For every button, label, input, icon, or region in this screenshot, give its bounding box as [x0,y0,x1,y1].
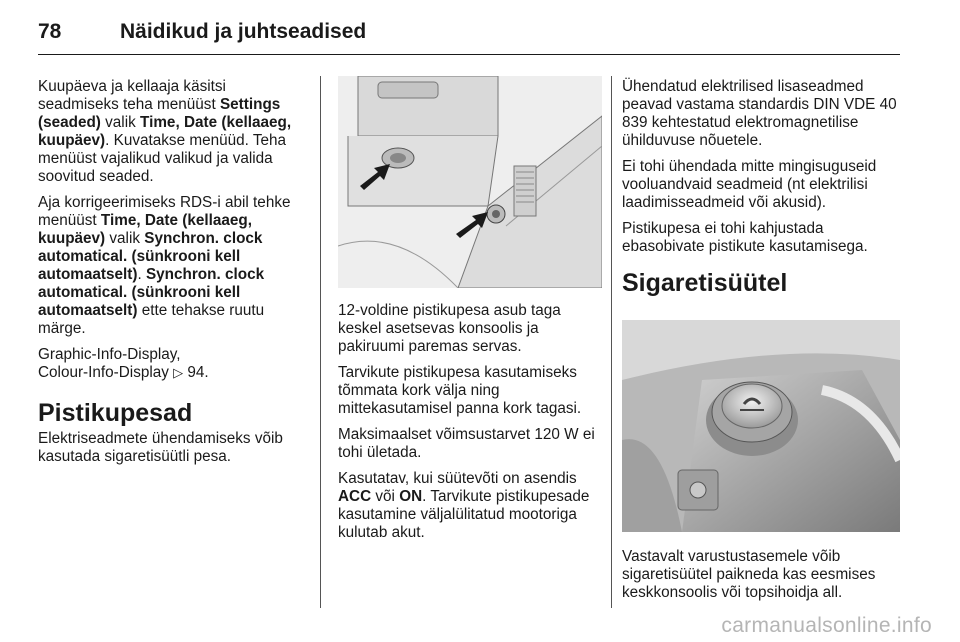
text: . Tarvikute pistikupesade kasutamine väljalülitatud mootoriga kulutab akut. [338,488,590,541]
text: . Kuvatakse menüüd. Teha menüüst vajalikud valikud ja valida soovitud seaded. [38,132,287,185]
figure-cigarette-lighter [622,320,900,532]
ignition-term: ACC [338,488,372,505]
paragraph-no-damage: Pistikupesa ei tohi kahjustada ebasobivate pistikute kasutamisega. [622,220,868,255]
paragraph-lighter-location [622,548,902,602]
text: Vastavalt varustustasemele võib sigaretisüütel paikneda kas eesmises keskkonsoolis või topsihoidja all. [622,548,876,601]
paragraph-socket-cap: Tarvikute pistikupesa kasutamiseks tõmmata kork välja ning mittekasutamisel panna kork tagasi. [338,364,582,417]
paragraph-no-charging-devices: Ei tohi ühendada mitte mingisuguseid vooluandvaid seadmeid (nt elektrilisi laadimisseadmeid või akusid). [622,158,877,211]
text: . [137,266,146,283]
ignition-term: ON [399,488,423,505]
column-middle [338,302,604,550]
paragraph-manual-time [38,78,310,186]
page-ref-arrow-icon[interactable]: ▷ [173,365,184,380]
paragraph-socket-location: 12-voldine pistikupesa asub taga keskel asetsevas konsoolis ja pakiruumi paremas servas. [338,302,561,355]
page-number: 78 [38,20,62,43]
text: Kuupäeva ja kellaaja käsitsi seadmiseks teha menüüst [38,78,226,113]
text: Aja korrigeerimiseks RDS-i abil tehke menüüst [38,194,291,229]
menu-term: Time, Date (kellaaeg, kuupäev) [38,212,252,247]
text: valik [100,114,141,131]
paragraph-max-power: Maksimaalset võimsustarvet 120 W ei tohi ületada. [338,426,595,461]
column-right [622,78,902,300]
menu-term: Synchron. clock automatical. (sünkrooni kell automaatselt) [38,266,265,319]
menu-term: Synchron. clock automatical. (sünkrooni kell automaatselt) [38,230,263,283]
paragraph-sockets-intro: Elektriseadmete ühendamiseks võib kasutada sigaretisüütli pesa. [38,430,283,465]
column-divider [320,76,321,608]
page-ref-link[interactable]: 94. [183,364,209,381]
paragraph-display-ref [38,346,310,382]
paragraph-rds-time [38,194,310,338]
page-header [38,14,900,55]
menu-term: Settings (seaded) [38,96,281,131]
text: või [371,488,400,505]
section-heading-sigaretisuutel: Sigaretisüütel [622,269,788,297]
figure-rear-power-socket [338,76,602,288]
section-heading-pistikupesad: Pistikupesad [38,399,193,427]
text: Colour-Info-Display [38,364,169,381]
page-title: Näidikud ja juhtseadised [120,20,367,43]
paragraph-emc-standard: Ühendatud elektrilised lisaseadmed peavad vastama standardis DIN VDE 40 839 kehtestatud elektromagnetilise ühilduvuse nõuetele. [622,78,897,149]
column-divider [611,76,612,608]
text: Kasutatav, kui süütevõti on asendis [338,470,577,487]
text: valik [105,230,145,247]
menu-term: Time, Date (kellaaeg, kuupäev) [38,114,292,149]
watermark: carmanualsonline.info [721,614,932,637]
paragraph-ignition [338,470,604,542]
text: Graphic-Info-Display, [38,346,181,363]
column-left [38,78,310,474]
text: ette tehakse ruutu märge. [38,302,265,337]
